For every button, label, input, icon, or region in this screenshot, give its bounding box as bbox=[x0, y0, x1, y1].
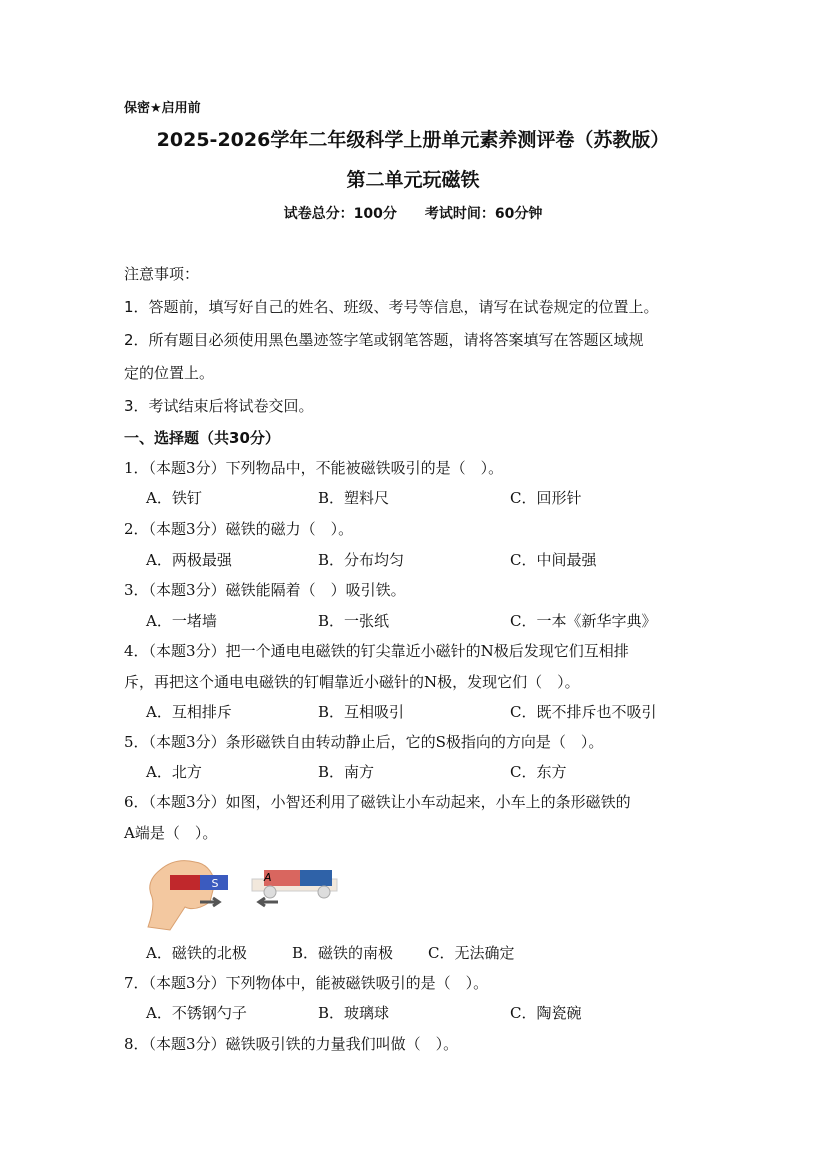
option-a: A．两极最强 bbox=[146, 551, 232, 569]
option-c: C．回形针 bbox=[510, 489, 582, 507]
option-a: A．一堵墙 bbox=[146, 612, 217, 630]
option-c: C．陶瓷碗 bbox=[510, 1004, 582, 1022]
question-4: 4．（本题3分）把一个通电电磁铁的钉尖靠近小磁针的N极后发现它们互相排 bbox=[124, 642, 629, 660]
option-c: C．东方 bbox=[510, 763, 567, 781]
arrow-left-icon bbox=[259, 898, 278, 906]
question-2: 2．（本题3分）磁铁的磁力（ ）。 bbox=[124, 520, 354, 538]
note-item: 3．考试结束后将试卷交回。 bbox=[124, 397, 314, 415]
notes-heading: 注意事项： bbox=[124, 265, 200, 283]
unit-title: 第二单元玩磁铁 bbox=[346, 169, 480, 191]
option-a: A．北方 bbox=[146, 763, 202, 781]
car-magnet-b bbox=[300, 870, 332, 886]
section-heading: 一、选择题（共30分） bbox=[124, 429, 280, 447]
exam-title: 2025-2026学年二年级科学上册单元素养测评卷（苏教版） bbox=[156, 129, 670, 151]
magnet-north bbox=[170, 875, 200, 890]
wheel bbox=[318, 886, 330, 898]
option-b: B．南方 bbox=[318, 763, 375, 781]
option-a: A．铁钉 bbox=[146, 489, 202, 507]
question-6-cont: A端是（ ）。 bbox=[124, 824, 218, 842]
question-3: 3．（本题3分）磁铁能隔着（ ）吸引铁。 bbox=[124, 581, 406, 599]
question-5: 5．（本题3分）条形磁铁自由转动静止后，它的S极指向的方向是（ ）。 bbox=[124, 733, 604, 751]
wheel bbox=[264, 886, 276, 898]
option-a: A．磁铁的北极 bbox=[146, 944, 247, 962]
confidential-label: 保密★启用前 bbox=[124, 101, 201, 116]
option-b: B．玻璃球 bbox=[318, 1004, 390, 1022]
option-a: A．互相排斥 bbox=[146, 703, 232, 721]
magnet-car-figure bbox=[140, 852, 345, 932]
note-item: 定的位置上。 bbox=[124, 364, 215, 382]
option-b: B．塑料尺 bbox=[318, 489, 390, 507]
option-b: B．互相吸引 bbox=[318, 703, 405, 721]
magnet-s-label: S bbox=[211, 877, 219, 890]
option-c: C．一本《新华字典》 bbox=[510, 612, 657, 630]
option-c: C．无法确定 bbox=[428, 944, 515, 962]
question-7: 7．（本题3分）下列物体中，能被磁铁吸引的是（ ）。 bbox=[124, 974, 489, 992]
option-c: C．既不排斥也不吸引 bbox=[510, 703, 657, 721]
note-item: 2．所有题目必须使用黑色墨迹签字笔或钢笔答题，请将答案填写在答题区域规 bbox=[124, 331, 644, 349]
exam-meta: 试卷总分：100分 考试时间：60分钟 bbox=[283, 206, 543, 222]
option-b: B．一张纸 bbox=[318, 612, 390, 630]
note-item: 1．答题前，填写好自己的姓名、班级、考号等信息，请写在试卷规定的位置上。 bbox=[124, 298, 659, 316]
question-8: 8．（本题3分）磁铁吸引铁的力量我们叫做（ ）。 bbox=[124, 1035, 459, 1053]
option-a: A．不锈钢勺子 bbox=[146, 1004, 247, 1022]
question-4-cont: 斥，再把这个通电电磁铁的钉帽靠近小磁针的N极，发现它们（ ）。 bbox=[124, 673, 580, 691]
question-6: 6．（本题3分）如图，小智还利用了磁铁让小车动起来，小车上的条形磁铁的 bbox=[124, 793, 631, 811]
question-1: 1．（本题3分）下列物品中，不能被磁铁吸引的是（ ）。 bbox=[124, 459, 504, 477]
option-b: B．磁铁的南极 bbox=[292, 944, 394, 962]
hand-icon bbox=[148, 861, 215, 930]
option-b: B．分布均匀 bbox=[318, 551, 405, 569]
car-a-label: A bbox=[264, 871, 272, 884]
option-c: C．中间最强 bbox=[510, 551, 597, 569]
